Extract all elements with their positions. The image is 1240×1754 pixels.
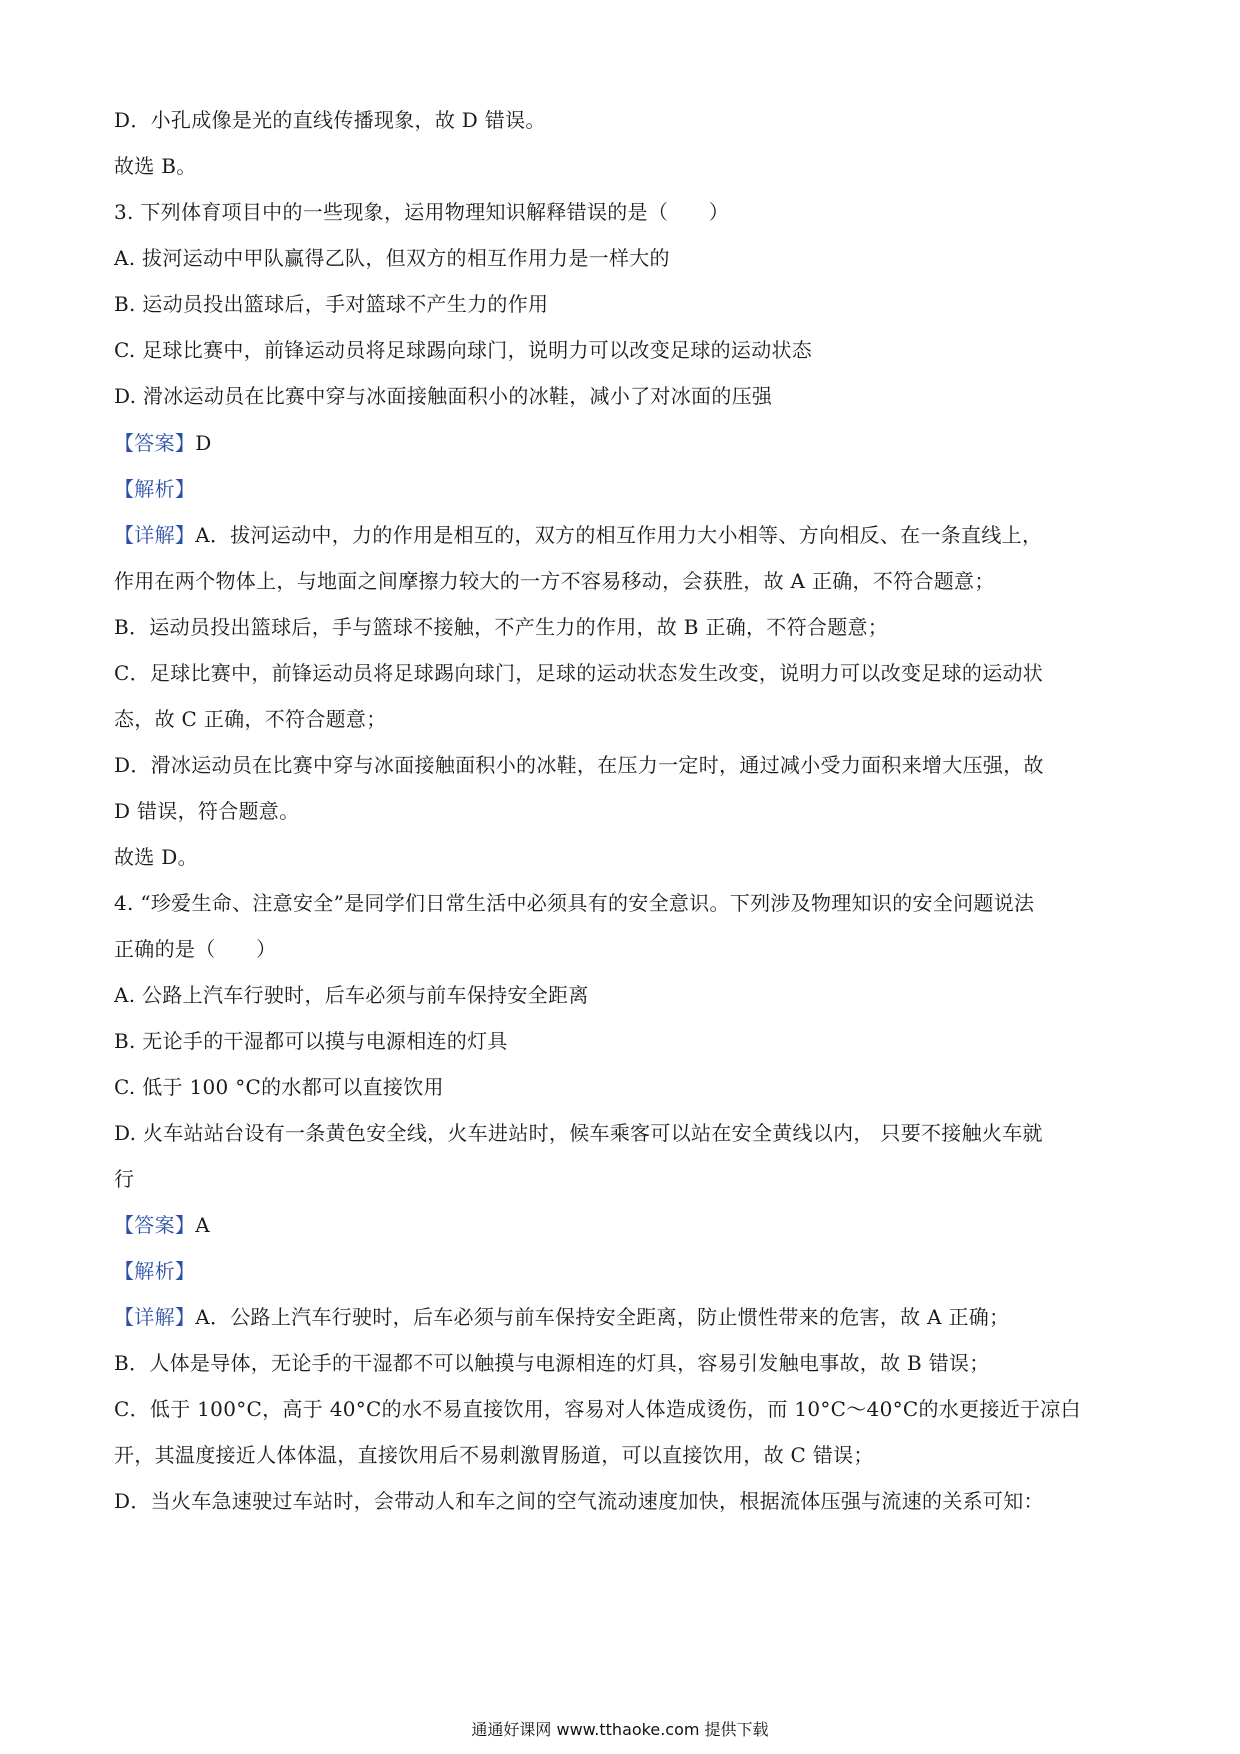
line-01: D．小孔成像是光的直线传播现象，故 D 错误。 (114, 108, 546, 132)
answer-text: A (195, 1213, 210, 1237)
q4-detail-5: D．当火车急速驶过车站时，会带动人和车之间的空气流动速度加快，根据流体压强与流速的关系可知： (114, 1489, 1044, 1513)
q3-detail-7: D 错误，符合题意。 (114, 799, 300, 823)
q3-detail-5: 态，故 C 正确，不符合题意； (114, 707, 387, 731)
q4-option-a: A. 公路上汽车行驶时，后车必须与前车保持安全距离 (114, 983, 589, 1007)
q4-detail-3: C．低于 100°C，高于 40°C的水不易直接饮用，容易对人体造成烫伤，而 10°C～40°C的水更接近于凉白 (114, 1397, 1081, 1421)
q3-detail-3: B．运动员投出篮球后，手与篮球不接触，不产生力的作用，故 B 正确，不符合题意； (114, 615, 889, 639)
q4-detail-1 (114, 1304, 1009, 1330)
detail-tag: 【详解】 (114, 1305, 196, 1329)
answer-tag: 【答案】 (114, 1213, 196, 1237)
detail-text: A．公路上汽车行驶时，后车必须与前车保持安全距离，防止惯性带来的危害，故 A 正确； (195, 1305, 1010, 1329)
question-4-stem-2: 正确的是（ ） (114, 937, 277, 961)
detail-text: A．拔河运动中，力的作用是相互的，双方的相互作用力大小相等、方向相反、在一条直线上， (195, 523, 1043, 547)
q4-option-d-2: 行 (114, 1167, 135, 1191)
q3-conclusion: 故选 D。 (114, 845, 198, 869)
answer-tag: 【答案】 (114, 431, 196, 455)
analysis-tag: 【解析】 (114, 1259, 196, 1283)
line-02: 故选 B。 (114, 154, 197, 178)
q4-option-c: C. 低于 100 °C的水都可以直接饮用 (114, 1075, 444, 1099)
page-footer: 通通好课网 www.tthaoke.com 提供下载 (471, 1720, 769, 1739)
analysis-tag: 【解析】 (114, 477, 196, 501)
answer-text: D (195, 431, 212, 455)
q3-option-b: B. 运动员投出篮球后，手对篮球不产生力的作用 (114, 292, 549, 316)
q3-analysis (114, 476, 195, 502)
detail-tag: 【详解】 (114, 523, 196, 547)
question-3-stem: 3. 下列体育项目中的一些现象，运用物理知识解释错误的是（ ） (114, 200, 730, 224)
q4-option-b: B. 无论手的干湿都可以摸与电源相连的灯具 (114, 1029, 508, 1053)
question-4-stem-1: 4. “珍爱生命、注意安全”是同学们日常生活中必须具有的安全意识。下列涉及物理知识的安全问题说法 (114, 891, 1035, 915)
q4-option-d-1: D. 火车站站台设有一条黄色安全线，火车进站时，候车乘客可以站在安全黄线以内， 只要不接触火车就 (114, 1121, 1043, 1145)
q3-option-c: C. 足球比赛中，前锋运动员将足球踢向球门，说明力可以改变足球的运动状态 (114, 338, 813, 362)
q4-detail-2: B．人体是导体，无论手的干湿都不可以触摸与电源相连的灯具，容易引发触电事故，故 B 错误； (114, 1351, 990, 1375)
q3-detail-2: 作用在两个物体上，与地面之间摩擦力较大的一方不容易移动，会获胜，故 A 正确，不符合题意； (114, 569, 995, 593)
q3-option-a: A. 拔河运动中甲队赢得乙队，但双方的相互作用力是一样大的 (114, 246, 670, 270)
q4-analysis (114, 1258, 195, 1284)
q3-detail-1 (114, 522, 1042, 548)
q3-option-d: D. 滑冰运动员在比赛中穿与冰面接触面积小的冰鞋，减小了对冰面的压强 (114, 384, 773, 408)
q3-detail-4: C．足球比赛中，前锋运动员将足球踢向球门，足球的运动状态发生改变，说明力可以改变足球的运动状 (114, 661, 1044, 685)
q4-answer (114, 1212, 210, 1238)
q4-detail-4: 开，其温度接近人体体温，直接饮用后不易刺激胃肠道，可以直接饮用，故 C 错误； (114, 1443, 874, 1467)
q3-detail-6: D．滑冰运动员在比赛中穿与冰面接触面积小的冰鞋，在压力一定时，通过减小受力面积来增大压强，故 (114, 753, 1044, 777)
q3-answer (114, 430, 212, 456)
